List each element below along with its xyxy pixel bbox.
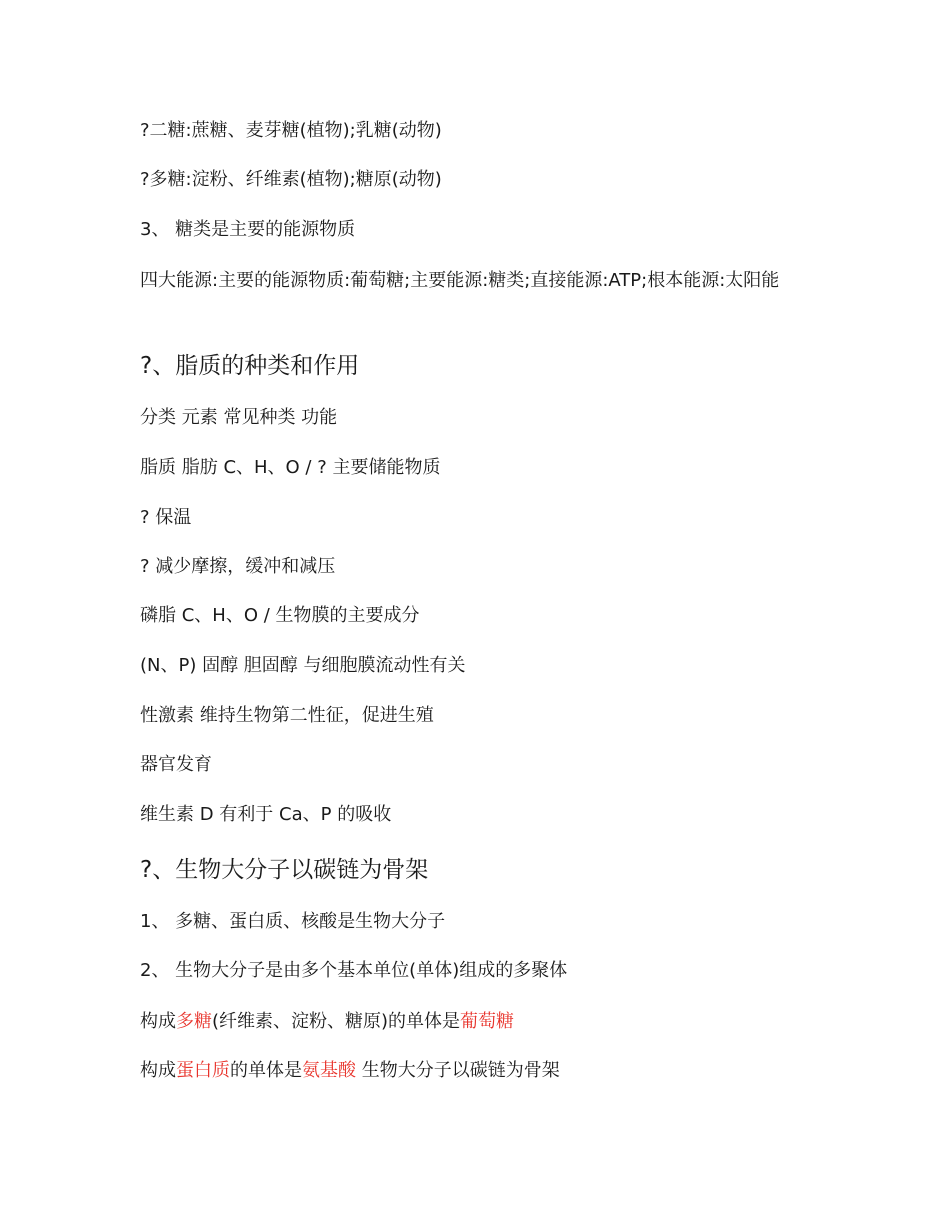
text-line-sterol: (N、P) 固醇 胆固醇 与细胞膜流动性有关	[140, 655, 466, 676]
highlight-amino-acid: 氨基酸	[302, 1060, 356, 1081]
section-heading-macromolecules: ?、生物大分子以碳链为骨架	[140, 857, 429, 883]
text-segment: (纤维素、淀粉、糖原)的单体是	[212, 1011, 461, 1032]
text-segment: 的单体是	[230, 1060, 302, 1081]
text-line-protein-monomer	[140, 1059, 560, 1083]
highlight-protein: 蛋白质	[176, 1060, 230, 1081]
text-line-vitamin-d: 维生素 D 有利于 Ca、P 的吸收	[140, 804, 392, 825]
text-line-polysaccharide-monomer	[140, 1010, 514, 1034]
text-line-polysaccharides: ?多糖:淀粉、纤维素(植物);糖原(动物)	[140, 169, 442, 190]
highlight-polysaccharide: 多糖	[176, 1011, 212, 1032]
text-line-four-energy-sources: 四大能源:主要的能源物质:葡萄糖;主要能源:糖类;直接能源:ATP;根本能源:太阳能	[140, 270, 780, 291]
text-segment: 生物大分子以碳链为骨架	[356, 1060, 560, 1081]
text-line-organ-development: 器官发育	[140, 754, 212, 775]
text-line-phospholipid: 磷脂 C、H、O / 生物膜的主要成分	[140, 605, 420, 626]
text-line-insulation: ? 保温	[140, 507, 192, 528]
text-segment: 构成	[140, 1060, 176, 1081]
text-line-disaccharides: ?二糖:蔗糖、麦芽糖(植物);乳糖(动物)	[140, 120, 442, 141]
highlight-glucose: 葡萄糖	[460, 1011, 515, 1032]
text-line-polymer-definition: 2、 生物大分子是由多个基本单位(单体)组成的多聚体	[140, 960, 568, 981]
section-heading-lipids: ?、脂质的种类和作用	[140, 353, 360, 379]
text-line-friction: ? 减少摩擦，缓冲和减压	[140, 556, 336, 577]
text-line-table-header: 分类 元素 常见种类 功能	[140, 407, 338, 428]
text-line-sex-hormone: 性激素 维持生物第二性征，促进生殖	[140, 705, 434, 726]
text-line-macromolecule-types: 1、 多糖、蛋白质、核酸是生物大分子	[140, 911, 446, 932]
text-segment: 构成	[140, 1011, 176, 1032]
text-line-energy-source: 3、 糖类是主要的能源物质	[140, 219, 356, 240]
text-line-fat: 脂质 脂肪 C、H、O / ? 主要储能物质	[140, 457, 441, 478]
